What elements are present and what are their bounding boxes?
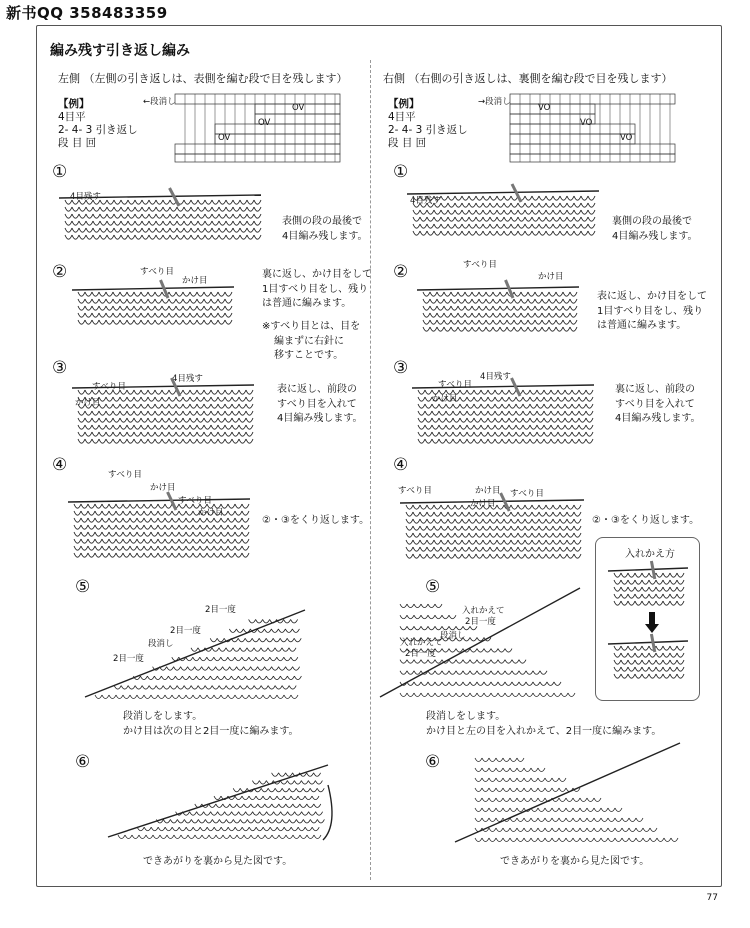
left-step-1-caption [282,215,368,244]
right-step-4-label-b: かけ目 [475,486,501,496]
page-title: 編み残す引き返し編み [50,43,190,59]
right-step-3-label-c: かけ目 [432,394,458,404]
left-step-6-number: ⑥ [75,752,91,772]
swap-method-illustration-bottom [610,638,690,688]
right-example-line-3: 段 目 回 [388,137,427,149]
right-step-4-caption: ②・③をくり返します。 [592,515,700,526]
left-step-5-illustration [85,600,325,705]
right-step-2-label-a: すべり目 [463,260,497,270]
down-arrow-icon [645,612,659,634]
left-chart-vo-3: OV [218,133,231,143]
right-step-3-number: ③ [393,358,409,378]
left-step-3-number: ③ [52,358,68,378]
left-step-1-number: ① [52,162,68,182]
left-step-4-number: ④ [52,455,68,475]
left-example-line-1: 4目平 [58,111,86,123]
left-step-2-caption-line-2: 1目すべり目をし、残り [262,283,369,295]
column-divider [370,60,371,880]
watermark-text: 新书QQ 358483359 [6,4,168,22]
left-step-2-caption-line-3: は普通に編みます。 [262,298,352,309]
right-step-2-caption-line-3: は普通に編みます。 [597,320,687,331]
right-step-1-label: 4目残す [410,196,441,206]
left-knit-chart [175,94,345,162]
right-step-4-label-c: すべり目 [510,489,544,499]
right-step-3-illustration [410,378,600,448]
right-step-5-label-e: 2目一度 [405,649,436,659]
left-step-3-caption-line-1: 表に返し、前段の [277,384,357,395]
left-step-2-caption-line-1: 裏に返し、かけ目をして [262,269,372,280]
right-knit-chart [510,94,680,162]
left-step-2-note-line-2: 編まずに右針に [274,335,344,347]
right-chart-vo-1: VO [538,103,551,113]
right-step-3-caption-line-1: 裏に返し、前段の [615,384,695,395]
left-step-2-note-line-3: 移すことです。 [274,350,344,361]
left-step-5-label-b: 2目一度 [170,626,201,636]
left-step-3-caption [277,383,363,427]
left-example-line-3: 段 目 回 [58,137,97,149]
left-step-3-label-c: かけ目 [75,398,101,408]
right-step-6-illustration [455,738,695,848]
left-step-4-caption: ②・③をくり返します。 [262,515,370,526]
left-step-4-label-d: かけ目 [198,508,224,518]
left-step-6-caption: できあがりを裏から見た図です。 [143,856,293,867]
left-step-4-illustration [68,492,258,567]
left-step-4-label-a: すべり目 [108,470,142,480]
right-step-5-label-c: 段消し [440,631,466,641]
left-step-6-illustration [108,755,348,845]
right-step-4-number: ④ [393,455,409,475]
right-example [388,98,468,150]
right-step-5-label-d: 入れかえて [400,638,443,648]
right-step-3-label-a: 4目残す [480,372,511,382]
right-step-4-label-a: すべり目 [398,486,432,496]
right-step-2-illustration [415,280,585,340]
left-example [58,98,138,150]
left-step-1-illustration [55,175,265,250]
right-step-3-label-b: すべり目 [438,380,472,390]
left-step-2-number: ② [52,262,68,282]
left-step-5-caption-line-2: かけ目は次の目と2目一度に編みます。 [123,725,299,737]
left-step-5-caption [123,710,299,739]
left-step-3-label-b: すべり目 [92,382,126,392]
left-step-3-label-a: 4目残す [172,374,203,384]
left-step-5-label-a: 2目一度 [205,605,236,615]
right-step-4-illustration [400,495,590,570]
left-step-2-note [262,320,360,364]
swap-method-illustration-top [610,565,690,610]
left-step-3-caption-line-2: すべり目を入れて [277,398,357,410]
right-step-5-label-a: 入れかえて [462,606,505,616]
left-example-label: 【例】 [58,98,90,110]
right-step-1-illustration [405,178,605,253]
right-step-2-label-b: かけ目 [538,272,564,282]
right-step-1-number: ① [393,162,409,182]
page-number: 77 [706,893,718,903]
right-step-2-caption [597,290,707,334]
right-step-1-caption-line-1: 裏側の段の最後で [612,216,692,227]
right-step-5-number: ⑤ [425,577,441,597]
left-step-3-illustration [70,378,260,448]
right-step-2-caption-line-2: 1目すべり目をし、残り [597,305,704,317]
left-step-1-label: 4目残す [70,192,101,202]
left-step-2-note-line-1: ※すべり目とは、目を [262,321,361,332]
left-chart-label: ←段消し [143,97,176,107]
left-step-5-number: ⑤ [75,577,91,597]
right-step-2-number: ② [393,262,409,282]
right-chart-vo-2: VO [580,118,593,128]
left-example-line-2: 2- 4- 3 引き返し [58,124,138,136]
left-step-3-caption-line-3: 4目編み残します。 [277,413,363,424]
left-step-5-caption-line-1: 段消しをします。 [123,711,203,722]
left-step-2-caption [262,268,372,312]
right-example-line-1: 4目平 [388,111,416,123]
right-step-3-caption [615,383,701,427]
right-heading: 右側 （右側の引き返しは、裏側を編む段で目を残します） [383,72,673,85]
right-example-label: 【例】 [388,98,420,110]
left-chart-vo-2: OV [258,118,271,128]
left-step-5-label-c: 段消し [148,639,174,649]
right-step-1-caption-line-2: 4目編み残します。 [612,230,698,242]
left-step-1-caption-line-2: 4目編み残します。 [282,230,368,242]
right-step-5-caption-line-1: 段消しをします。 [426,711,506,722]
right-step-6-number: ⑥ [425,752,441,772]
right-step-1-caption [612,215,698,244]
left-step-5-label-d: 2目一度 [113,654,144,664]
left-step-4-label-b: かけ目 [150,483,176,493]
right-step-4-label-d: かけ目 [470,499,496,509]
swap-method-title: 入れかえ方 [625,549,675,560]
left-step-2-label-a: すべり目 [140,267,174,277]
right-step-3-caption-line-2: すべり目を入れて [615,398,695,410]
right-chart-label: →段消し [478,97,511,107]
right-step-3-caption-line-3: 4目編み残します。 [615,413,701,424]
right-example-line-2: 2- 4- 3 引き返し [388,124,468,136]
right-step-5-label-b: 2目一度 [465,617,496,627]
left-chart-vo-1: OV [292,103,305,113]
left-step-1-caption-line-1: 表側の段の最後で [282,216,362,227]
right-step-5-caption [426,710,661,739]
right-step-5-illustration [380,583,595,703]
right-step-2-caption-line-1: 表に返し、かけ目をして [597,291,707,302]
left-step-2-illustration [70,280,240,335]
left-step-2-label-b: かけ目 [182,276,208,286]
right-chart-vo-3: VO [620,133,633,143]
left-heading: 左側 （左側の引き返しは、表側を編む段で目を残します） [58,72,348,85]
left-step-4-label-c: すべり目 [178,496,212,506]
right-step-6-caption: できあがりを裏から見た図です。 [500,856,650,867]
right-step-5-caption-line-2: かけ目と左の目を入れかえて、2目一度に編みます。 [426,725,662,737]
